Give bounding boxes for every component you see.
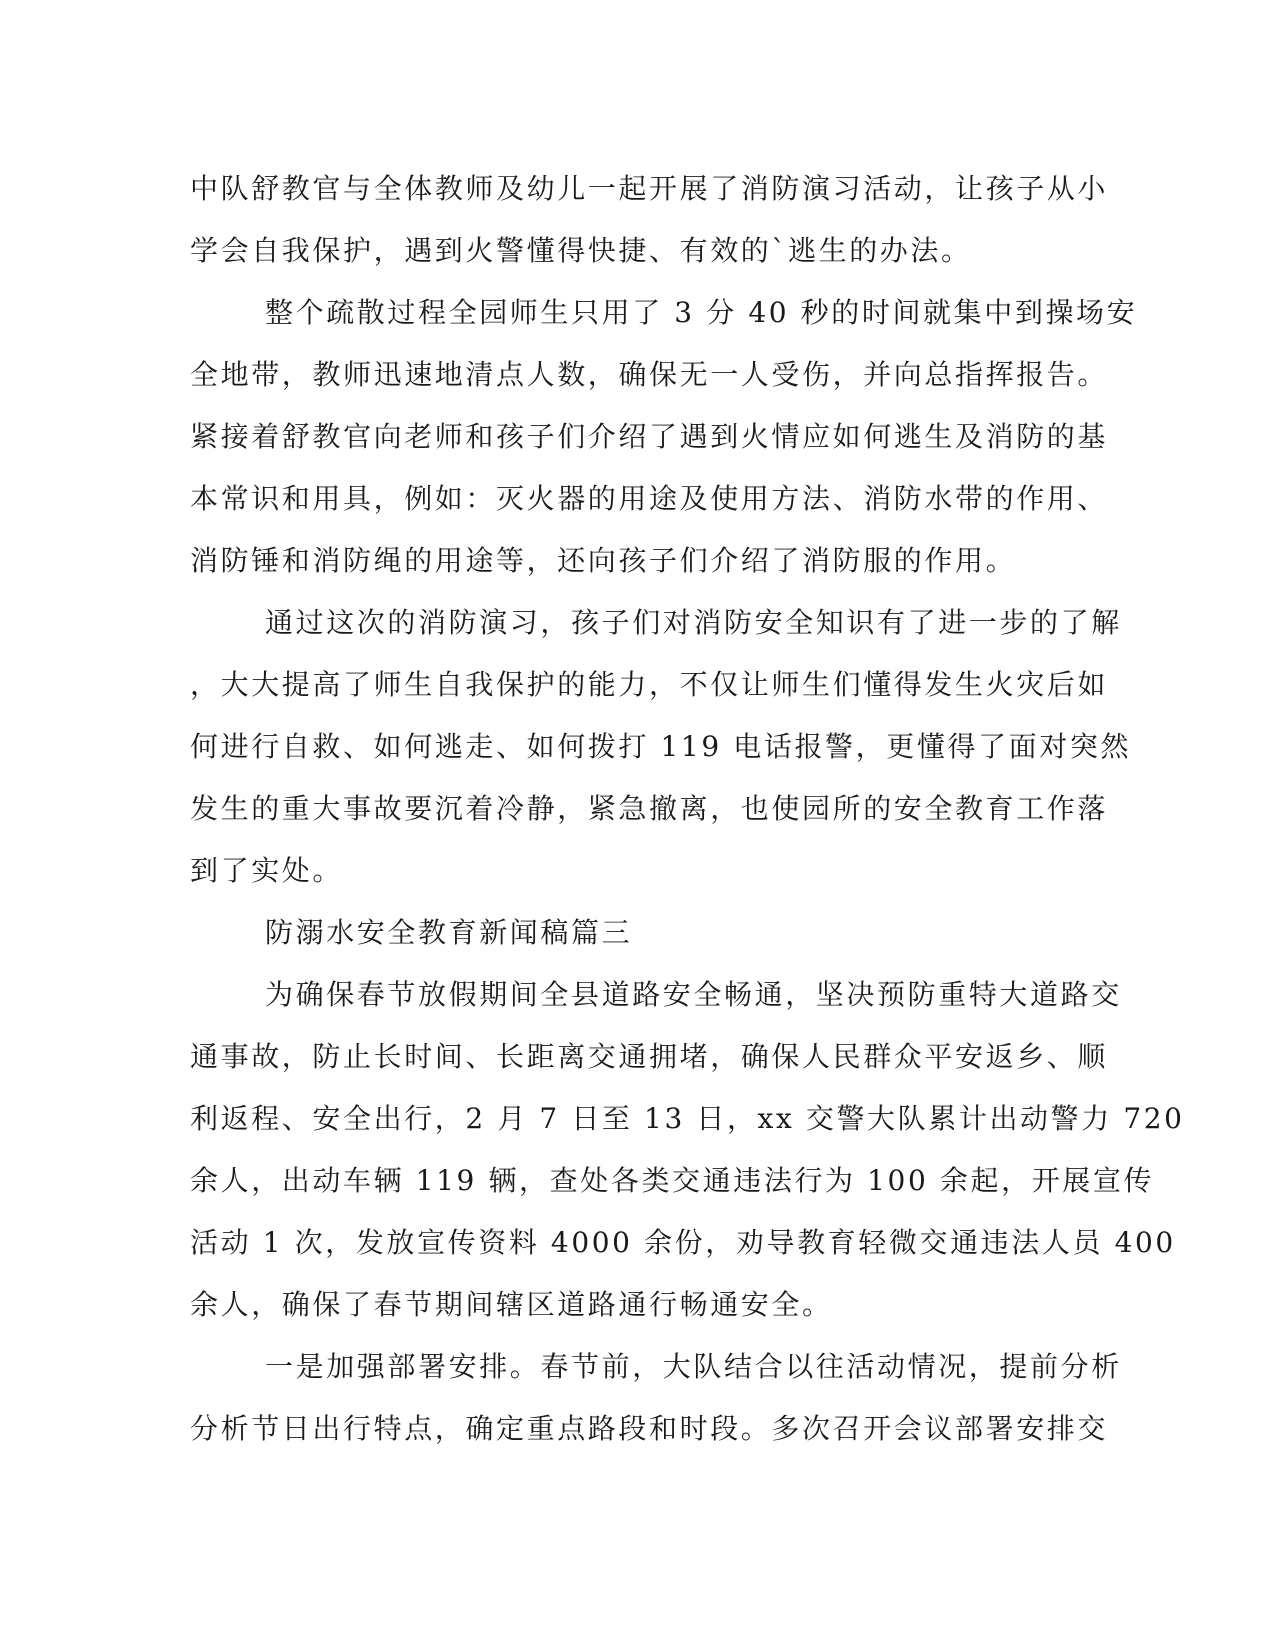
- section-heading: 防溺水安全教育新闻稿篇三: [265, 916, 633, 949]
- text-line: 到了实处。: [190, 854, 344, 887]
- text-line: 发生的重大事故要沉着冷静，紧急撤离，也使园所的安全教育工作落: [190, 792, 1109, 825]
- text-line: 通过这次的消防演习，孩子们对消防安全知识有了进一步的了解: [265, 606, 1122, 639]
- text-line: 分析节日出行特点，确定重点路段和时段。多次召开会议部署安排交: [190, 1412, 1109, 1445]
- text-line: 中队舒教官与全体教师及幼儿一起开展了消防演习活动，让孩子从小: [190, 172, 1109, 205]
- text-line: ，大大提高了师生自我保护的能力，不仅让师生们懂得发生火灾后如: [190, 668, 1109, 701]
- text-line: 消防锤和消防绳的用途等，还向孩子们介绍了消防服的作用。: [190, 544, 1017, 577]
- text-line: 利返程、安全出行，2 月 7 日至 13 日，xx 交警大队累计出动警力 720: [190, 1102, 1185, 1135]
- text-line: 余人，确保了春节期间辖区道路通行畅通安全。: [190, 1288, 833, 1321]
- text-line: 整个疏散过程全园师生只用了 3 分 40 秒的时间就集中到操场安: [265, 296, 1138, 329]
- text-line: 通事故，防止长时间、长距离交通拥堵，确保人民群众平安返乡、顺: [190, 1040, 1109, 1073]
- text-line: 活动 1 次，发放宣传资料 4000 余份，劝导教育轻微交通违法人员 400: [190, 1226, 1176, 1259]
- text-line: 本常识和用具，例如：灭火器的用途及使用方法、消防水带的作用、: [190, 482, 1109, 515]
- body-text: [190, 158, 1185, 1460]
- text-line: 为确保春节放假期间全县道路安全畅通，坚决预防重特大道路交: [265, 978, 1122, 1011]
- text-line: 余人，出动车辆 119 辆，查处各类交通违法行为 100 余起，开展宣传: [190, 1164, 1155, 1197]
- text-line: 学会自我保护，遇到火警懂得快捷、有效的`逃生的办法。: [190, 234, 972, 267]
- text-line: 何进行自救、如何逃走、如何拨打 119 电话报警，更懂得了面对突然: [190, 730, 1132, 763]
- text-line: 一是加强部署安排。春节前，大队结合以往活动情况，提前分析: [265, 1350, 1122, 1383]
- text-line: 紧接着舒教官向老师和孩子们介绍了遇到火情应如何逃生及消防的基: [190, 420, 1109, 453]
- text-line: 全地带，教师迅速地清点人数，确保无一人受伤，并向总指挥报告。: [190, 358, 1109, 391]
